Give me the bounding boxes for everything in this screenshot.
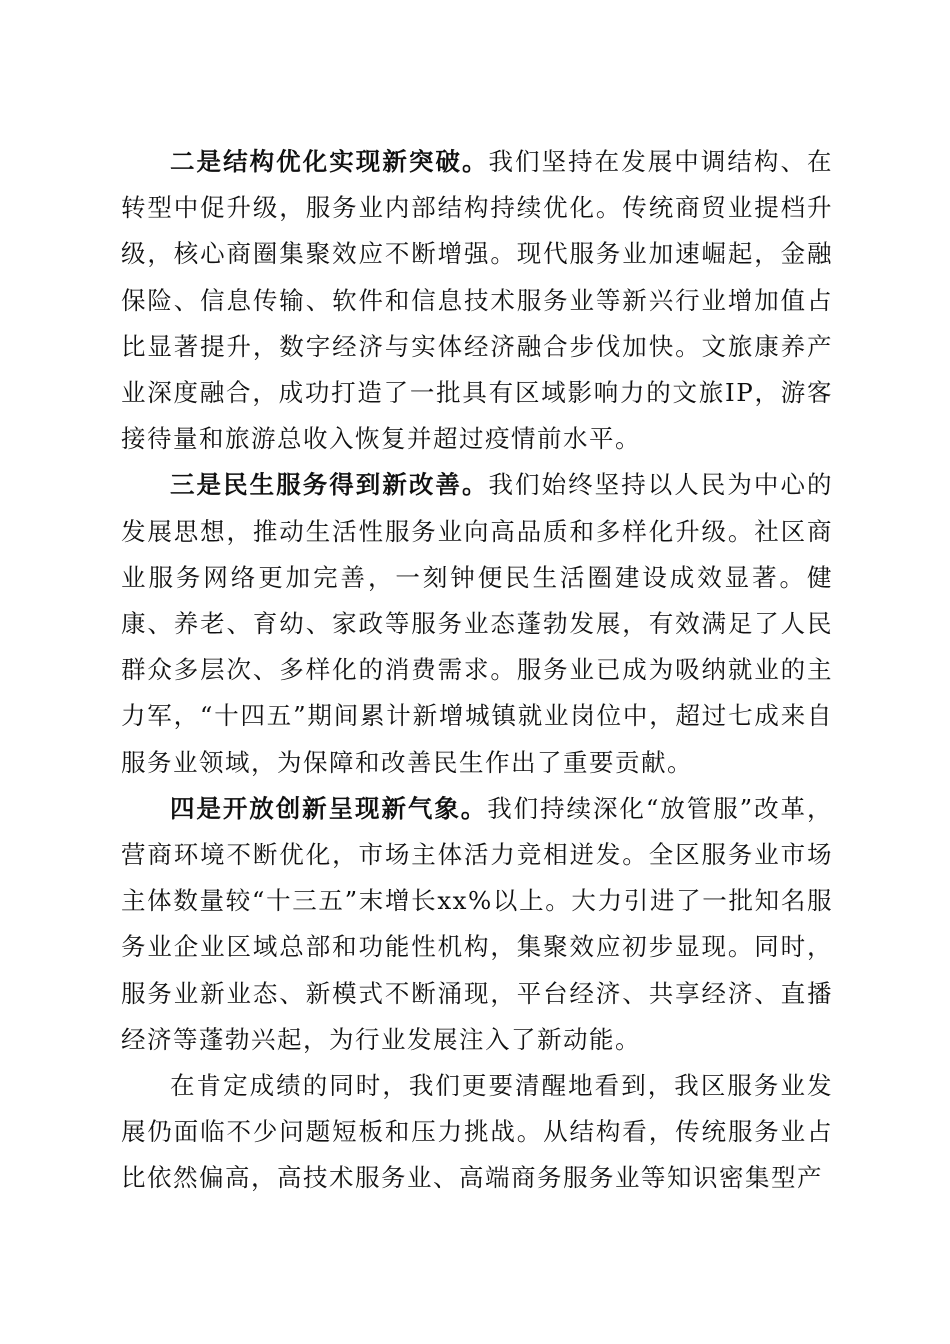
paragraph-body: 我们持续深化“放管服”改革，营商环境不断优化，市场主体活力竞相迸发。全区服务业市场主体数量较“十三五”末增长xx%以上。大力引进了一批知名服务业企业区域总部和功能性机构，集聚效应初步显现。同时，服务业新业态、新模式不断涌现，平台经济、共享经济、直播经济等蓬勃兴起，为行业发展注入了新动能。 [121, 793, 833, 1054]
document-page [121, 139, 833, 1202]
paragraph-livelihood-services [121, 462, 833, 785]
paragraph-body: 我们始终坚持以人民为中心的发展思想，推动生活性服务业向高品质和多样化升级。社区商业服务网络更加完善，一刻钟便民生活圈建设成效显著。健康、养老、育幼、家政等服务业态蓬勃发展，有效满足了人民群众多层次、多样化的消费需求。服务业已成为吸纳就业的主力军，“十四五”期间累计新增城镇就业岗位中，超过七成来自服务业领域，为保障和改善民生作出了重要贡献。 [121, 470, 833, 777]
paragraph-lead: 二是结构优化实现新突破。 [170, 147, 489, 176]
paragraph-lead: 四是开放创新呈现新气象。 [170, 793, 488, 823]
paragraph-body: 在肯定成绩的同时，我们更要清醒地看到，我区服务业发展仍面临不少问题短板和压力挑战。从结构看，传统服务业占比依然偏高，高技术服务业、高端商务服务业等知识密集型产 [121, 1071, 833, 1193]
paragraph-lead: 三是民生服务得到新改善。 [170, 470, 489, 500]
paragraph-body: 我们坚持在发展中调结构、在转型中促升级，服务业内部结构持续优化。传统商贸业提档升级，核心商圈集聚效应不断增强。现代服务业加速崛起，金融保险、信息传输、软件和信息技术服务业等新兴行业增加值占比显著提升，数字经济与实体经济融合步伐加快。文旅康养产业深度融合，成功打造了一批具有区域影响力的文旅IP，游客接待量和旅游总收入恢复并超过疫情前水平。 [121, 147, 833, 454]
paragraph-challenges [121, 1063, 833, 1202]
paragraph-structure-optimization [121, 139, 833, 462]
paragraph-opening-innovation [121, 786, 833, 1063]
